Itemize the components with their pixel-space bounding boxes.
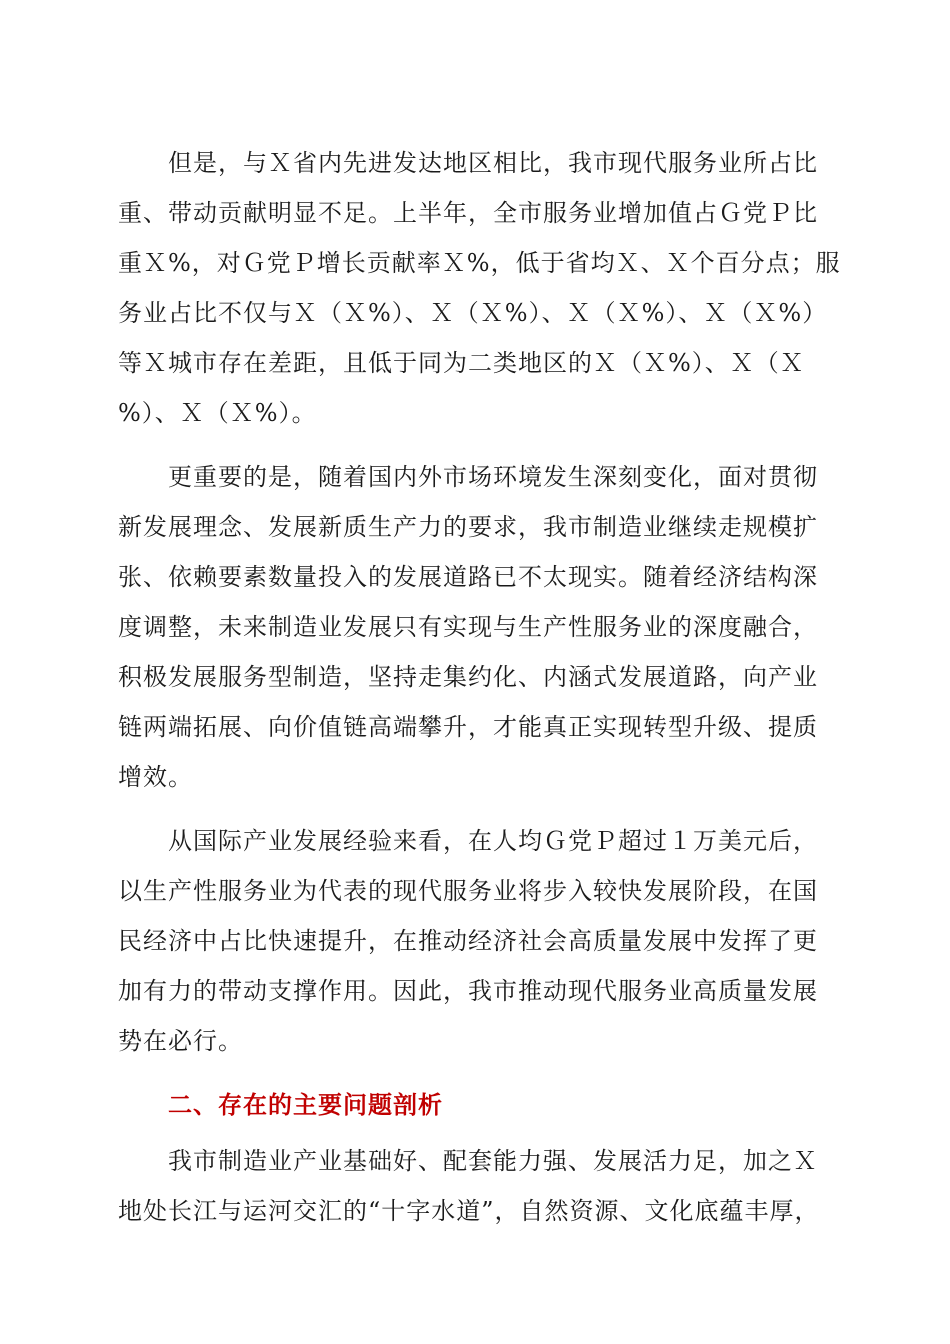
paragraph-line: %）、Ｘ（Ｘ%）。 bbox=[118, 399, 317, 427]
paragraph-line: 以生产性服务业为代表的现代服务业将步入较快发展阶段，在国 bbox=[118, 877, 818, 905]
paragraph-line: 积极发展服务型制造，坚持走集约化、内涵式发展道路，向产业 bbox=[118, 663, 818, 691]
paragraph-line: 地处长江与运河交汇的“十字水道”，自然资源、文化底蕴丰厚， bbox=[118, 1197, 820, 1225]
paragraph-line: 度调整，未来制造业发展只有实现与生产性服务业的深度融合， bbox=[118, 613, 818, 641]
paragraph-advantages bbox=[118, 1136, 818, 1236]
paragraph-line: 加有力的带动支撑作用。因此，我市推动现代服务业高质量发展 bbox=[118, 977, 818, 1005]
section-heading: 二、存在的主要问题剖析 bbox=[168, 1091, 443, 1119]
paragraph-line: 重Ｘ%，对Ｇ党Ｐ增长贡献率Ｘ%，低于省均Ｘ、Ｘ个百分点；服 bbox=[118, 249, 841, 277]
document-body bbox=[118, 138, 841, 1250]
paragraph-line: 更重要的是，随着国内外市场环境发生深刻变化，面对贯彻 bbox=[168, 463, 818, 491]
paragraph-line: 势在必行。 bbox=[118, 1027, 243, 1055]
paragraph-line: 我市制造业产业基础好、配套能力强、发展活力足，加之Ｘ bbox=[168, 1147, 818, 1175]
paragraph-line: 增效。 bbox=[118, 763, 193, 791]
paragraph-line: 从国际产业发展经验来看，在人均Ｇ党Ｐ超过１万美元后， bbox=[168, 827, 818, 855]
paragraph-line: 链两端拓展、向价值链高端攀升，才能真正实现转型升级、提质 bbox=[118, 713, 818, 741]
paragraph-line: 民经济中占比快速提升，在推动经济社会高质量发展中发挥了更 bbox=[118, 927, 818, 955]
paragraph-comparison bbox=[118, 138, 841, 438]
paragraph-line: 重、带动贡献明显不足。上半年，全市服务业增加值占Ｇ党Ｐ比 bbox=[118, 199, 818, 227]
paragraph-line: 张、依赖要素数量投入的发展道路已不太现实。随着经济结构深 bbox=[118, 563, 818, 591]
paragraph-line: 但是，与Ｘ省内先进发达地区相比，我市现代服务业所占比 bbox=[168, 149, 818, 177]
paragraph-line: 务业占比不仅与Ｘ（Ｘ%）、Ｘ（Ｘ%）、Ｘ（Ｘ%）、Ｘ（Ｘ%） bbox=[118, 299, 828, 327]
paragraph-line: 新发展理念、发展新质生产力的要求，我市制造业继续走规模扩 bbox=[118, 513, 818, 541]
paragraph-line: 等Ｘ城市存在差距，且低于同为二类地区的Ｘ（Ｘ%）、Ｘ（Ｘ bbox=[118, 349, 805, 377]
paragraph-importance bbox=[118, 452, 818, 802]
paragraph-international-experience bbox=[118, 816, 818, 1066]
